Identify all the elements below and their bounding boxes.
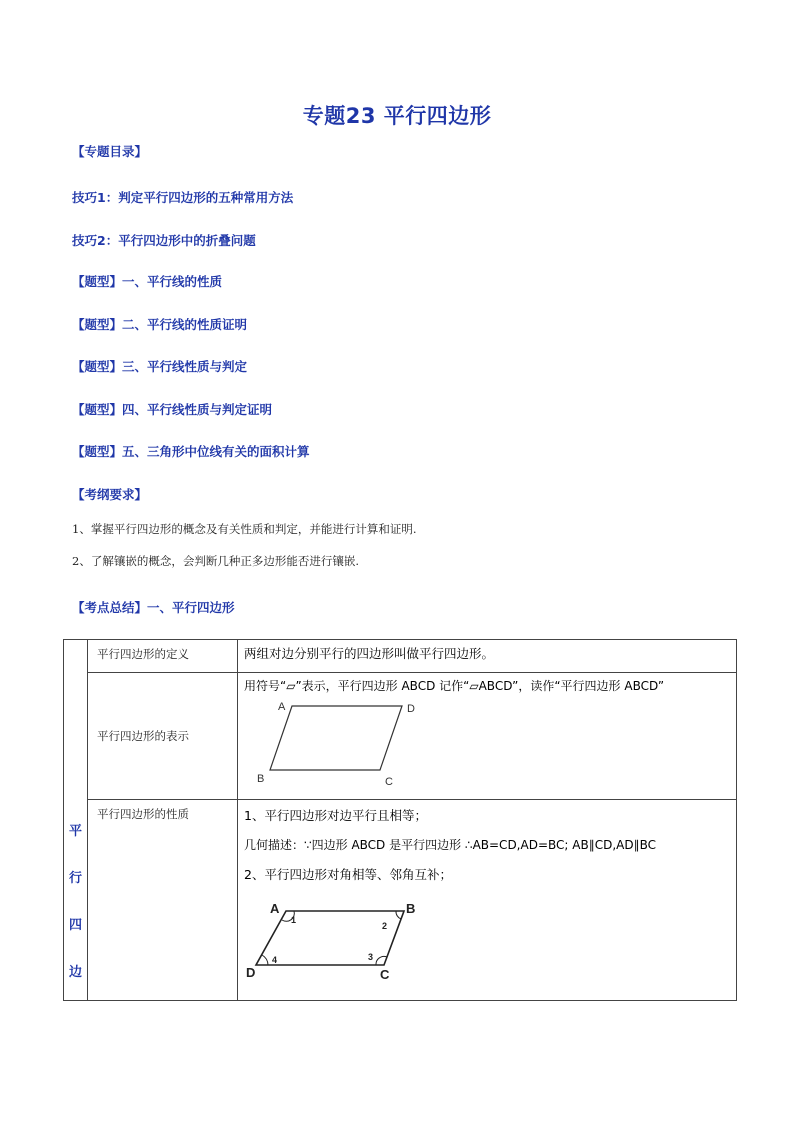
vertex-label-c: C	[380, 967, 390, 979]
side-char: 四	[68, 918, 82, 933]
vertex-label-d: D	[407, 703, 415, 715]
angle-parallelogram-figure	[244, 893, 444, 979]
page-title: 专题23 平行四边形	[302, 104, 492, 128]
angle-arc-2	[396, 911, 401, 919]
angle-arc-4	[262, 955, 268, 965]
toc-item: 【题型】二、平行线的性质证明	[72, 317, 248, 332]
row-label-notation: 平行四边形的表示	[88, 673, 238, 800]
property-line: 1、平行四边形对边平行且相等；	[244, 808, 427, 823]
toc-item: 【题型】五、三角形中位线有关的面积计算	[72, 444, 310, 459]
parallelogram-figure	[252, 698, 452, 790]
toc-item: 技巧1：判定平行四边形的五种常用方法	[72, 190, 294, 205]
property-line: 2、平行四边形对角相等、邻角互补；	[244, 867, 452, 882]
toc-item: 【题型】一、平行线的性质	[72, 274, 223, 289]
vertex-label-a: A	[278, 701, 286, 713]
row-label-definition: 平行四边形的定义	[88, 640, 238, 673]
angle-label-2: 2	[382, 921, 388, 931]
side-char: 边	[68, 965, 82, 980]
property-line: 几何描述：∵四边形 ABCD 是平行四边形 ∴AB=CD,AD=BC; AB∥CD,AD∥BC	[244, 838, 656, 852]
toc-item: 【题型】四、平行线性质与判定证明	[72, 402, 273, 417]
toc-heading: 【专题目录】	[72, 144, 148, 159]
definition-text: 两组对边分别平行的四边形叫做平行四边形。	[244, 646, 495, 661]
row-content-notation	[238, 673, 737, 800]
angle-label-1: 1	[291, 915, 297, 925]
vertex-label-b: B	[257, 773, 265, 785]
row-label-properties: 平行四边形的性质	[88, 800, 238, 1001]
toc-item: 技巧2：平行四边形中的折叠问题	[72, 233, 256, 248]
vertex-label-b: B	[406, 901, 416, 916]
summary-heading: 【考点总结】一、平行四边形	[72, 600, 235, 615]
row-content-definition	[238, 640, 737, 673]
vertex-label-a: A	[270, 901, 280, 916]
requirement-item: 2、了解镶嵌的概念，会判断几种正多边形能否进行镶嵌.	[72, 554, 359, 568]
requirements-heading: 【考纲要求】	[72, 487, 148, 502]
side-char: 行	[68, 871, 82, 886]
toc-item: 【题型】三、平行线性质与判定	[72, 359, 248, 374]
requirement-item: 1、掌握平行四边形的概念及有关性质和判定，并能进行计算和证明.	[72, 522, 417, 536]
vertex-label-c: C	[385, 776, 393, 788]
angle-label-3: 3	[368, 952, 374, 962]
side-label-cell	[64, 640, 88, 1001]
notation-text: 用符号“▱”表示，平行四边形 ABCD 记作“▱ABCD”，读作“平行四边形 ABCD”	[244, 679, 665, 693]
row-content-properties	[238, 800, 737, 1001]
angle-label-4: 4	[272, 955, 278, 965]
parallelogram-shape	[270, 706, 402, 770]
side-char: 平	[68, 824, 82, 839]
vertex-label-d: D	[246, 965, 256, 979]
knowledge-table	[63, 639, 737, 1001]
